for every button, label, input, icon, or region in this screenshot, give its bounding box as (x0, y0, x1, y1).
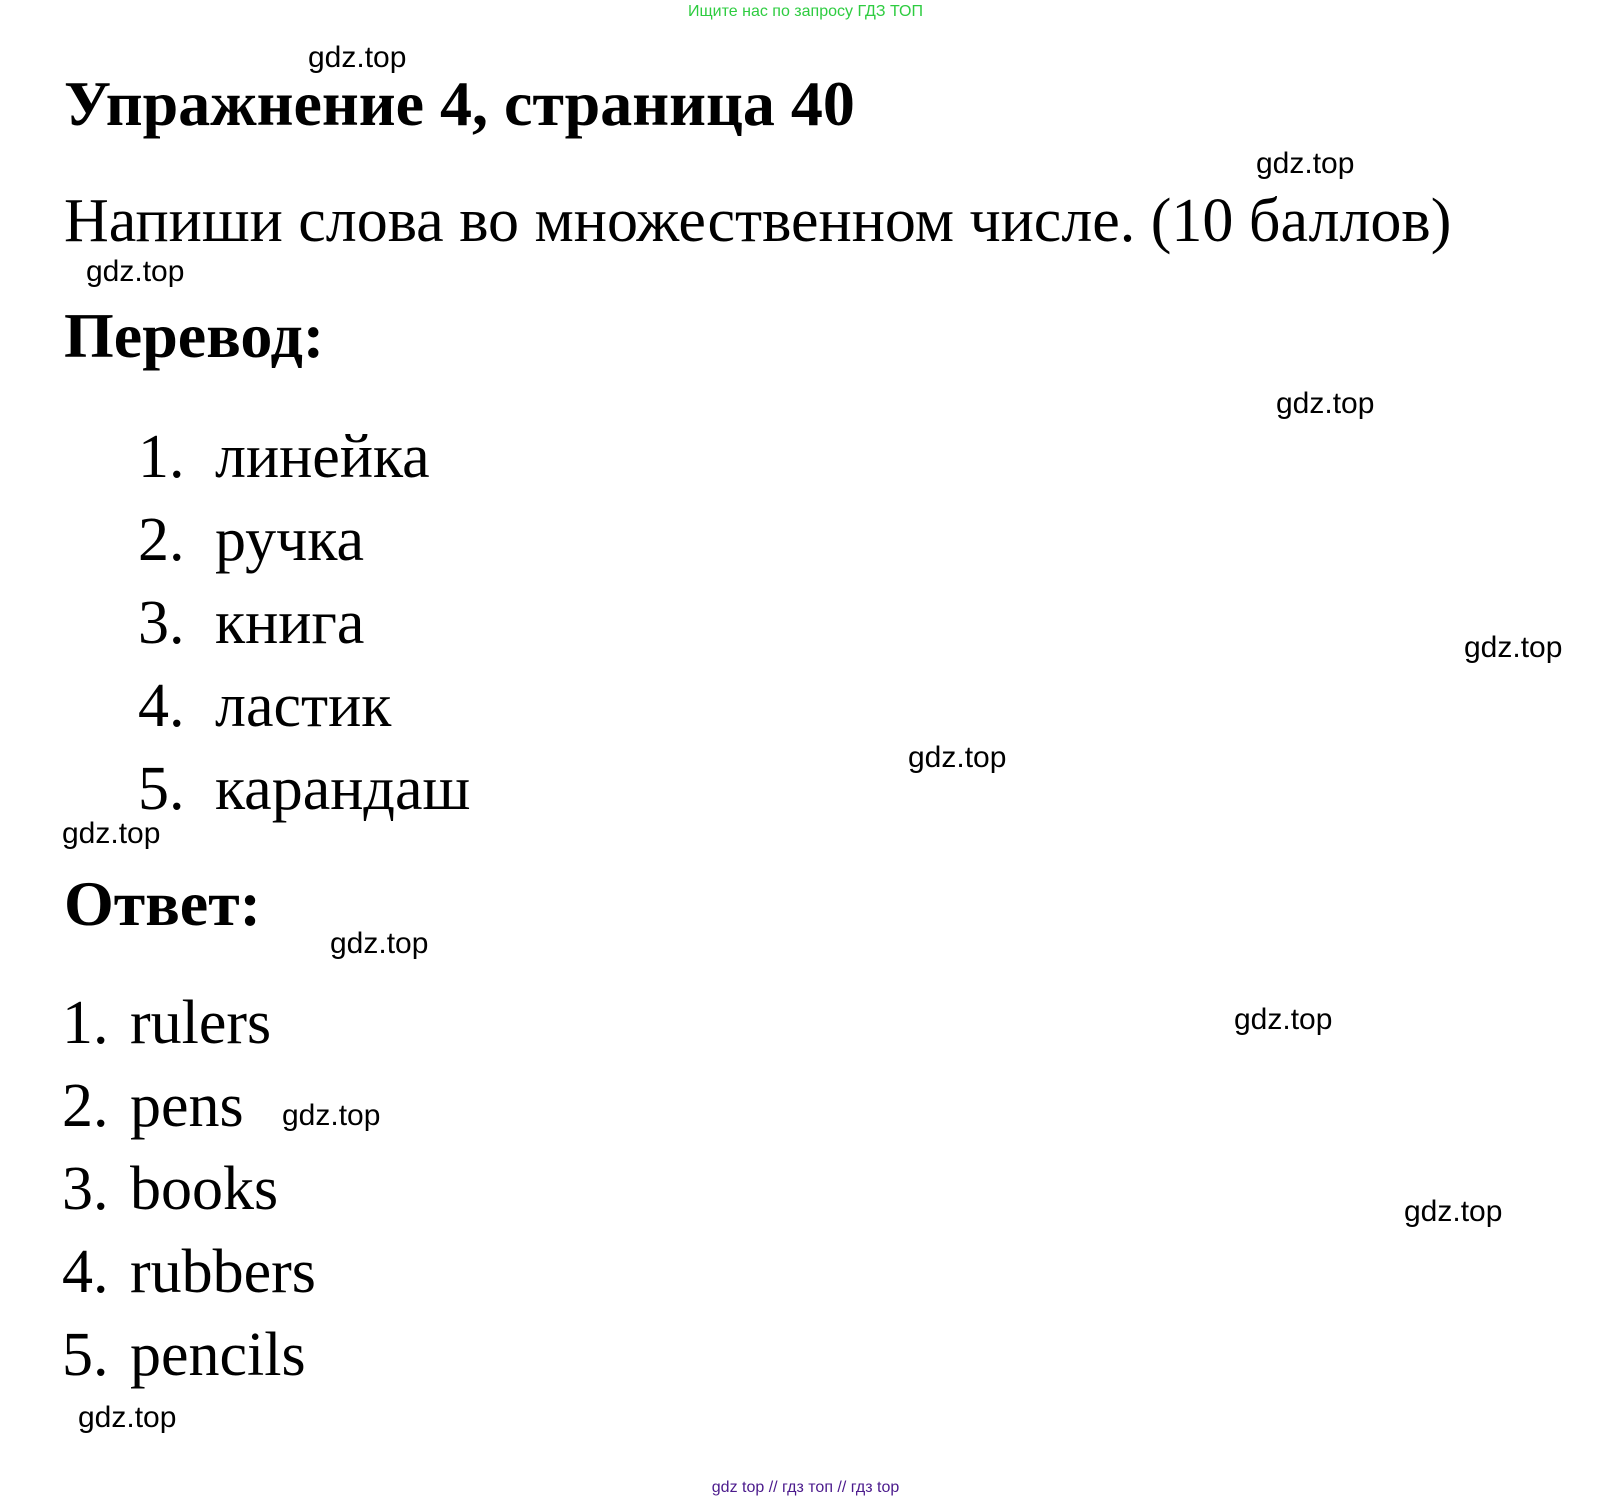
list-item (62, 982, 316, 1065)
watermark: gdz.top (78, 1401, 177, 1434)
item-word: books (130, 1155, 279, 1223)
item-word: rubbers (130, 1238, 316, 1306)
list-item (62, 1231, 316, 1314)
watermark: gdz.top (908, 741, 1007, 774)
item-word: книга (215, 589, 365, 657)
item-word: pencils (130, 1321, 306, 1389)
item-word: ластик (215, 672, 392, 740)
watermark: gdz.top (308, 41, 407, 74)
item-word: линейка (215, 423, 430, 491)
list-item (62, 1065, 316, 1148)
item-word: pens (130, 1072, 244, 1140)
list-item (138, 748, 470, 831)
item-word: rulers (130, 989, 272, 1057)
watermark: gdz.top (1276, 387, 1375, 420)
item-number: 3. (138, 589, 185, 657)
item-number: 1. (62, 989, 109, 1057)
answer-heading: Ответ: (64, 868, 261, 939)
watermark: gdz.top (330, 927, 429, 960)
watermark: gdz.top (1234, 1003, 1333, 1036)
list-item (62, 1148, 316, 1231)
list-item (138, 499, 470, 582)
answer-list (62, 982, 316, 1397)
task-text: Напиши слова во множественном числе. (10 баллов) (64, 187, 1452, 255)
watermark: gdz.top (86, 255, 185, 288)
item-number: 1. (138, 423, 185, 491)
item-number: 2. (138, 506, 185, 574)
item-word: карандаш (215, 755, 471, 823)
watermark: gdz.top (1256, 147, 1355, 180)
watermark: gdz.top (1404, 1195, 1503, 1228)
list-item (138, 582, 470, 665)
item-number: 4. (62, 1238, 109, 1306)
item-number: 3. (62, 1155, 109, 1223)
item-word: ручка (215, 506, 365, 574)
item-number: 4. (138, 672, 185, 740)
footer-links[interactable]: gdz top // гдз топ // гдз top (711, 1479, 900, 1496)
top-banner: Ищите нас по запросу ГДЗ ТОП (688, 3, 923, 20)
page-title: Упражнение 4, страница 40 (64, 68, 855, 139)
item-number: 2. (62, 1072, 109, 1140)
list-item (138, 416, 470, 499)
item-number: 5. (62, 1321, 109, 1389)
watermark: gdz.top (282, 1099, 381, 1132)
watermark: gdz.top (62, 817, 161, 850)
translation-list (138, 416, 470, 831)
list-item (138, 665, 470, 748)
translation-heading: Перевод: (64, 300, 325, 371)
item-number: 5. (138, 755, 185, 823)
list-item (62, 1314, 316, 1397)
watermark: gdz.top (1464, 631, 1563, 664)
